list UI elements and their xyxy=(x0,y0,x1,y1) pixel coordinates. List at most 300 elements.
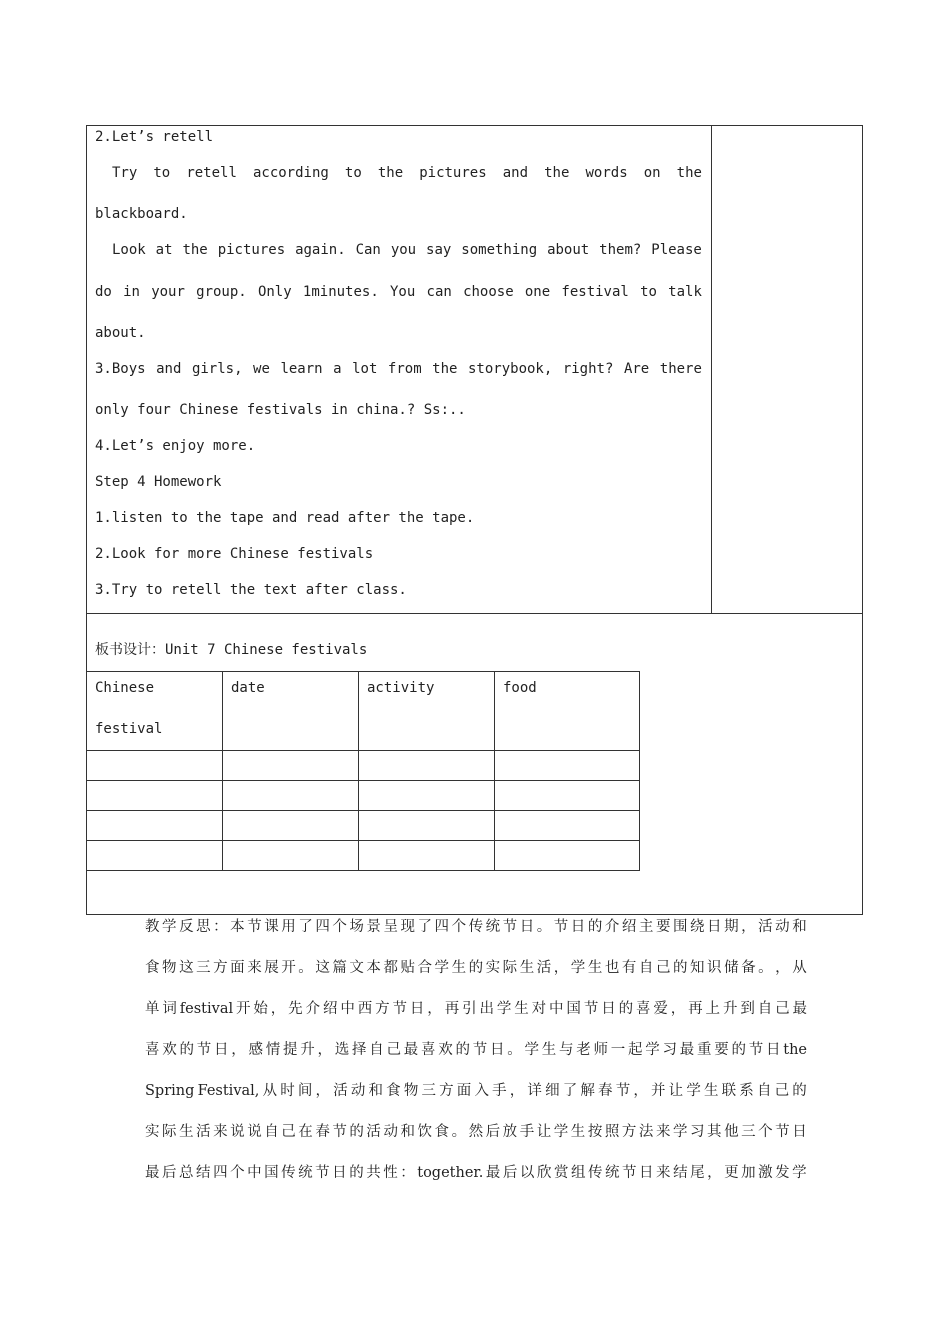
text-run: 四 xyxy=(213,1165,228,1181)
word: retell xyxy=(186,165,237,181)
text-run: 识 xyxy=(707,960,722,976)
text-run: ， xyxy=(270,1001,286,1017)
text-run: 方 xyxy=(375,1001,390,1017)
text-run: 让 xyxy=(536,1124,552,1140)
word: can xyxy=(426,284,452,300)
text-run: 绍 xyxy=(322,1001,338,1017)
text-run: 生 xyxy=(587,960,603,976)
text-run: 国 xyxy=(566,1001,581,1017)
homework-heading: Step 4 Homework xyxy=(95,474,222,490)
text-run: 说 xyxy=(230,1124,245,1140)
text-run: 介 xyxy=(305,1001,321,1017)
text-run: 最 xyxy=(679,1042,695,1058)
text-run: 喜 xyxy=(145,1042,160,1058)
text-run: 方 xyxy=(213,960,228,976)
word: girls, xyxy=(191,361,243,377)
text-run: 说 xyxy=(247,1124,262,1140)
text-run: 其 xyxy=(707,1124,722,1140)
boys-line-2: only four Chinese festivals in china.? Ss:.. xyxy=(95,402,466,418)
text-run: 对 xyxy=(531,1001,547,1017)
text-run: 了 xyxy=(417,919,432,935)
text-run: 方 xyxy=(439,1083,454,1099)
text-run: 和 xyxy=(400,1124,415,1140)
text-run: festival xyxy=(179,1001,234,1017)
text-run: 绍 xyxy=(621,919,637,935)
text-run: 自 xyxy=(264,1124,279,1140)
text-run: 反 xyxy=(179,919,194,935)
text-run: 解 xyxy=(580,1083,595,1099)
word: them? xyxy=(599,242,642,258)
text-run: 先 xyxy=(288,1001,303,1017)
text-run: 按 xyxy=(587,1124,603,1140)
text-run: 都 xyxy=(383,960,398,976)
text-run: 最 xyxy=(403,1042,419,1058)
text-run: 活 xyxy=(366,1124,381,1140)
text-run: 再 xyxy=(444,1001,460,1017)
word: lot xyxy=(352,361,378,377)
table-row xyxy=(87,751,640,781)
word: Look xyxy=(112,242,146,258)
text-run: 思 xyxy=(196,919,211,935)
text-run: 这 xyxy=(179,960,194,976)
text-run: 共 xyxy=(366,1165,381,1181)
word: from xyxy=(387,361,422,377)
text-run: 国 xyxy=(264,1165,279,1181)
text-run: 生 xyxy=(514,1001,529,1017)
text-run: 食 xyxy=(434,1124,450,1140)
text-run: 总 xyxy=(179,1165,194,1181)
text-run: 节 xyxy=(775,1124,790,1140)
word: the xyxy=(432,361,458,377)
word: you xyxy=(390,242,417,258)
text-run: 展 xyxy=(264,960,279,976)
text-run: 上 xyxy=(705,1001,721,1017)
header-cell xyxy=(87,672,223,751)
text-run: 四 xyxy=(315,919,330,935)
word: right? xyxy=(562,361,614,377)
text-run: 节 xyxy=(622,1165,637,1181)
word: again. xyxy=(295,242,346,258)
text-run: 节 xyxy=(196,1042,212,1058)
board-title: 板书设计：Unit 7 Chinese festivals xyxy=(95,642,368,658)
boys-line-1 xyxy=(95,361,702,377)
text-run: 。 xyxy=(758,960,773,976)
text-run: 日 xyxy=(409,1001,425,1017)
text-run: 和 xyxy=(792,919,807,935)
word: choose xyxy=(463,284,514,300)
word: festival xyxy=(561,284,629,300)
word: 1minutes. xyxy=(302,284,379,300)
text-run: 尾 xyxy=(690,1165,705,1181)
teaching-reflection xyxy=(145,907,807,1194)
text-run: 日 xyxy=(570,919,586,935)
text-run: 自 xyxy=(757,1001,773,1017)
text-run: 最 xyxy=(485,1165,501,1181)
text-run: 学 xyxy=(434,960,450,976)
text-run: 期 xyxy=(724,919,739,935)
text-run: 再 xyxy=(688,1001,703,1017)
text-run: ， xyxy=(741,919,756,935)
retell-line-1 xyxy=(112,165,702,181)
text-run: ： xyxy=(213,919,228,935)
text-run: 中 xyxy=(340,1001,355,1017)
text-run: 己 xyxy=(386,1042,401,1058)
text-run: 欢 xyxy=(438,1042,453,1058)
text-run: 春 xyxy=(598,1083,613,1099)
text-run: 手 xyxy=(492,1083,507,1099)
text-run: 激 xyxy=(758,1165,773,1181)
text-run: 知 xyxy=(690,960,705,976)
text-run: 节 xyxy=(583,1001,599,1017)
text-run: 感 xyxy=(248,1042,263,1058)
word: a xyxy=(333,361,342,377)
text-run: 更 xyxy=(724,1165,739,1181)
text-run: ， xyxy=(670,1001,686,1017)
text-run: 喜 xyxy=(421,1042,436,1058)
text-run: 用 xyxy=(281,919,296,935)
text-run: 的 xyxy=(792,1083,807,1099)
text-run: 让 xyxy=(668,1083,684,1099)
word: storybook, xyxy=(468,361,553,377)
table-row xyxy=(87,811,640,841)
text-run: 的 xyxy=(349,1124,364,1140)
text-run: 来 xyxy=(655,1124,671,1140)
text-run: 性 xyxy=(383,1165,398,1181)
homework-item: 1.listen to the tape and read after the tape. xyxy=(95,510,475,526)
header-food: food xyxy=(503,680,537,696)
text-run: 日 xyxy=(766,1042,781,1058)
text-run: 际 xyxy=(502,960,518,976)
text-run: 传 xyxy=(468,919,484,935)
enjoy-more: 4.Let’s enjoy more. xyxy=(95,438,256,454)
text-run: 的 xyxy=(618,1001,634,1017)
reflection-line xyxy=(145,1153,807,1194)
retell-line-2: blackboard. xyxy=(95,206,188,222)
text-run: 实 xyxy=(145,1124,160,1140)
text-run: 的 xyxy=(349,1165,364,1181)
text-run: 的 xyxy=(179,1042,194,1058)
text-run: 节 xyxy=(472,1042,488,1058)
text-run: 间 xyxy=(297,1083,313,1099)
text-run: 围 xyxy=(672,919,688,935)
text-run: 活 xyxy=(758,919,773,935)
text-run: 节 xyxy=(748,1042,764,1058)
text-run: 照 xyxy=(604,1124,620,1140)
text-run: 活 xyxy=(196,1124,211,1140)
text-run: 生 xyxy=(541,1042,557,1058)
text-run: 生 xyxy=(451,960,467,976)
text-run: 实 xyxy=(485,960,501,976)
word: You xyxy=(390,284,416,300)
text-run: 贴 xyxy=(400,960,415,976)
text-run: 引 xyxy=(462,1001,477,1017)
text-run: 师 xyxy=(593,1042,608,1058)
look-line-2 xyxy=(95,284,702,300)
text-run: 的 xyxy=(731,1042,746,1058)
text-run: 了 xyxy=(298,919,313,935)
word: there xyxy=(659,361,702,377)
text-run: 欣 xyxy=(536,1165,552,1181)
text-run: ， xyxy=(317,1042,332,1058)
text-run: 篇 xyxy=(332,960,347,976)
text-run: 三 xyxy=(196,960,211,976)
text-run: 个 xyxy=(332,919,347,935)
text-run: 喜 xyxy=(635,1001,651,1017)
word: at xyxy=(155,242,173,258)
text-run: the xyxy=(783,1042,807,1058)
text-run: 本 xyxy=(230,919,245,935)
text-run: 时 xyxy=(280,1083,295,1099)
word: pictures xyxy=(419,165,487,181)
text-run: 备 xyxy=(741,960,756,976)
text-run: 活 xyxy=(536,960,552,976)
text-run: 他 xyxy=(724,1124,739,1140)
text-run: 西 xyxy=(357,1001,373,1017)
column-divider xyxy=(711,126,712,613)
table-row xyxy=(87,781,640,811)
text-run: 生 xyxy=(519,960,535,976)
word: and xyxy=(502,165,529,181)
text-run: 日 xyxy=(332,1165,347,1181)
text-run: 后 xyxy=(162,1165,177,1181)
reflection-line xyxy=(145,989,807,1030)
text-run: Spring xyxy=(145,1083,195,1099)
word: the xyxy=(377,165,404,181)
text-run: 并 xyxy=(651,1083,666,1099)
text-run: 节 xyxy=(247,919,262,935)
header-date: date xyxy=(231,680,265,696)
text-run: 合 xyxy=(417,960,432,976)
text-run: 日 xyxy=(639,1165,654,1181)
word: the xyxy=(182,242,208,258)
text-run: 物 xyxy=(162,960,177,976)
text-run: 日 xyxy=(490,1042,505,1058)
text-run: 节 xyxy=(315,1165,330,1181)
text-run: 单 xyxy=(145,1001,160,1017)
text-run: 生 xyxy=(570,1124,586,1140)
text-run: 活 xyxy=(333,1083,348,1099)
text-run: 个 xyxy=(758,1124,773,1140)
text-run: 动 xyxy=(350,1083,366,1099)
text-run: 也 xyxy=(604,960,620,976)
word: do xyxy=(95,284,112,300)
text-run: 赏 xyxy=(553,1165,569,1181)
word: say xyxy=(426,242,452,258)
text-run: 日 xyxy=(519,919,535,935)
word: Can xyxy=(355,242,381,258)
text-run: 结 xyxy=(196,1165,211,1181)
text-run: 本 xyxy=(366,960,381,976)
text-run: 法 xyxy=(638,1124,654,1140)
text-run: 介 xyxy=(604,919,620,935)
text-run: 升 xyxy=(722,1001,738,1017)
text-run: 日 xyxy=(792,1124,807,1140)
text-run: 入 xyxy=(474,1083,489,1099)
text-run: ， xyxy=(315,1083,331,1099)
text-run: 最 xyxy=(792,1001,807,1017)
text-run: 自 xyxy=(638,960,654,976)
text-run: 发 xyxy=(775,1165,790,1181)
text-run: ， xyxy=(553,960,569,976)
text-run: 的 xyxy=(468,960,484,976)
word: and xyxy=(156,361,182,377)
text-run: 组 xyxy=(570,1165,586,1181)
word: to xyxy=(153,165,171,181)
text-run: 食 xyxy=(386,1083,401,1099)
text-run: 学 xyxy=(672,1124,688,1140)
word: group. xyxy=(196,284,247,300)
text-run: 呈 xyxy=(383,919,398,935)
text-run: 然 xyxy=(468,1124,484,1140)
text-run: 动 xyxy=(383,1124,398,1140)
text-run: 后 xyxy=(485,1124,501,1140)
text-run: 最 xyxy=(145,1165,160,1181)
text-run: 习 xyxy=(662,1042,677,1058)
text-run: 和 xyxy=(368,1083,383,1099)
text-run: 与 xyxy=(559,1042,574,1058)
text-run: 生 xyxy=(179,1124,194,1140)
text-run: ： xyxy=(400,1165,415,1181)
word: 3.Boys xyxy=(95,361,146,377)
reflection-line xyxy=(145,1071,807,1112)
text-run: 日 xyxy=(707,919,722,935)
text-run: 选 xyxy=(334,1042,350,1058)
look-line-1 xyxy=(112,242,702,258)
text-run: 己 xyxy=(774,1083,790,1099)
text-run: 学 xyxy=(524,1042,539,1058)
text-run: 。 xyxy=(507,1042,522,1058)
text-run: 动 xyxy=(775,919,790,935)
text-run: 学 xyxy=(792,1165,807,1181)
text-run: 物 xyxy=(403,1083,419,1099)
text-run: 系 xyxy=(739,1083,754,1099)
text-run: 后 xyxy=(502,1165,518,1181)
word: learn xyxy=(280,361,323,377)
text-run: 现 xyxy=(400,919,415,935)
header-activity: activity xyxy=(367,680,435,696)
text-run: 结 xyxy=(673,1165,688,1181)
homework-item: 2.Look for more Chinese festivals xyxy=(95,546,374,562)
text-run: 情 xyxy=(265,1042,281,1058)
text-run: ， xyxy=(633,1083,648,1099)
header-festival-line1: Chinese xyxy=(95,680,155,696)
text-run: 三 xyxy=(741,1124,756,1140)
word: something xyxy=(461,242,538,258)
text-run: 学 xyxy=(553,1124,569,1140)
text-run: 自 xyxy=(756,1083,772,1099)
text-run: 在 xyxy=(298,1124,313,1140)
word: Only xyxy=(257,284,292,300)
text-run: 以 xyxy=(519,1165,535,1181)
text-run: 重 xyxy=(697,1042,712,1058)
text-run: 统 xyxy=(485,919,501,935)
table-row xyxy=(87,841,640,871)
text-run: 己 xyxy=(775,1001,790,1017)
text-run: 面 xyxy=(456,1083,472,1099)
text-run: ， xyxy=(707,1165,722,1181)
text-run: 四 xyxy=(434,919,450,935)
text-run: 个 xyxy=(230,1165,245,1181)
word: Try xyxy=(112,165,138,181)
text-run: 来 xyxy=(247,960,262,976)
text-run: 春 xyxy=(315,1124,330,1140)
word: one xyxy=(524,284,551,300)
reflection-line xyxy=(145,1112,807,1153)
word: Are xyxy=(623,361,650,377)
text-run: 传 xyxy=(281,1165,296,1181)
text-run: 来 xyxy=(656,1165,671,1181)
text-run: Festival, xyxy=(197,1083,260,1099)
text-run: 统 xyxy=(605,1165,620,1181)
text-run: 绕 xyxy=(690,919,705,935)
text-run: 自 xyxy=(369,1042,384,1058)
header-cell xyxy=(359,672,495,751)
text-run: 主 xyxy=(638,919,654,935)
text-run: 联 xyxy=(721,1083,737,1099)
text-run: 的 xyxy=(587,919,603,935)
text-run: 中 xyxy=(549,1001,564,1017)
text-run: 中 xyxy=(247,1165,262,1181)
retell-heading: 2.Let’s retell xyxy=(95,129,214,145)
text-run: 传 xyxy=(587,1165,603,1181)
reflection-line xyxy=(145,948,807,989)
text-run: 爱 xyxy=(653,1001,668,1017)
reflection-line xyxy=(145,907,807,948)
word: the xyxy=(544,165,570,181)
text-run: 景 xyxy=(366,919,381,935)
text-run: 一 xyxy=(610,1042,626,1058)
text-run: 节 xyxy=(332,1124,347,1140)
text-run: 己 xyxy=(655,960,671,976)
text-run: 三 xyxy=(421,1083,436,1099)
look-line-3: about. xyxy=(95,325,146,341)
word: to xyxy=(344,165,362,181)
text-run: ， xyxy=(775,960,790,976)
text-run: 这 xyxy=(315,960,330,976)
text-run: 提 xyxy=(283,1042,298,1058)
header-festival-line2: festival xyxy=(95,721,163,737)
word: we xyxy=(253,361,270,377)
text-run: ， xyxy=(427,1001,442,1017)
text-run: 习 xyxy=(690,1124,705,1140)
text-run: 出 xyxy=(479,1001,494,1017)
text-run: 饮 xyxy=(417,1124,432,1140)
word: in xyxy=(123,284,140,300)
text-run: 节 xyxy=(392,1001,408,1017)
text-run: 起 xyxy=(628,1042,643,1058)
word: words xyxy=(585,165,628,181)
text-run: 择 xyxy=(352,1042,367,1058)
reflection-line xyxy=(145,1030,807,1071)
text-run: 放 xyxy=(502,1124,518,1140)
text-run: 来 xyxy=(213,1124,228,1140)
text-run: 面 xyxy=(230,960,245,976)
word: according xyxy=(252,165,329,181)
text-run: 生 xyxy=(703,1083,719,1099)
text-run: 从 xyxy=(792,960,807,976)
text-run: 个 xyxy=(451,919,467,935)
text-run: 开 xyxy=(281,960,296,976)
text-run: ， xyxy=(509,1083,525,1099)
text-run: 开 xyxy=(236,1001,251,1017)
text-run: 己 xyxy=(281,1124,296,1140)
text-run: 教 xyxy=(145,919,160,935)
text-run: 要 xyxy=(655,919,671,935)
text-run: 学 xyxy=(686,1083,701,1099)
word: on xyxy=(643,165,661,181)
header-cell xyxy=(223,672,359,751)
text-run: 方 xyxy=(621,1124,637,1140)
